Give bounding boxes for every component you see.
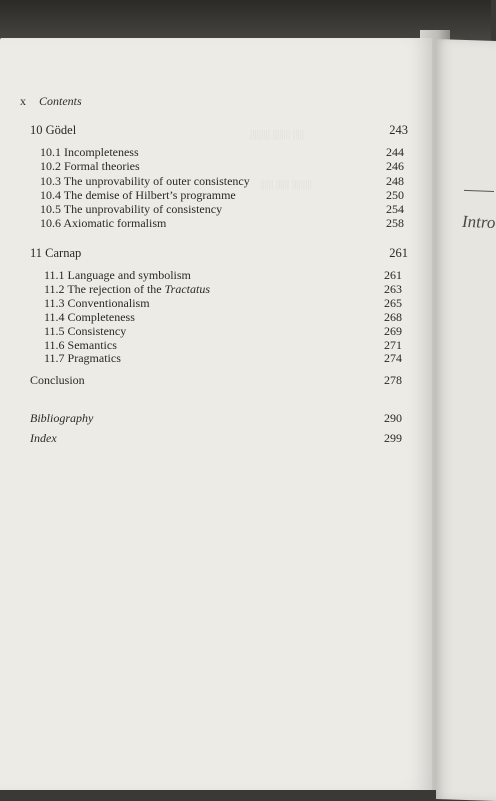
entry-page: 268 <box>384 310 402 324</box>
entry-page: 299 <box>384 431 402 445</box>
chapter-title: 11 Carnap <box>30 246 82 260</box>
entry-page: 248 <box>386 174 404 188</box>
entry-title: Conclusion <box>30 373 85 387</box>
entry-title: 10.2 Formal theories <box>40 159 140 173</box>
entry-title: 10.5 The unprovability of consistency <box>40 202 223 216</box>
entry-page: 250 <box>386 188 404 202</box>
entry-title: 11.6 Semantics <box>44 338 117 352</box>
chapter-title: 10 Gödel <box>30 123 77 137</box>
entry-title: Index <box>30 431 57 445</box>
entry-title: 10.1 Incompleteness <box>40 145 139 159</box>
show-through-text: ||||||||| |||||| |||||| <box>260 178 312 190</box>
chapter-page: 261 <box>389 246 408 260</box>
entry-title: 10.6 Axiomatic formalism <box>40 216 167 230</box>
entry-page: 254 <box>386 202 404 216</box>
entry-title: 11.4 Completeness <box>44 310 135 324</box>
entry-page: 265 <box>384 296 402 310</box>
entry-title: 10.3 The unprovability of outer consistency <box>40 174 250 188</box>
entry-page: 261 <box>384 268 402 282</box>
entry-page: 263 <box>384 282 402 296</box>
entry-page: 246 <box>386 159 404 173</box>
entry-page: 269 <box>384 324 402 338</box>
chapter-page: 243 <box>389 123 408 137</box>
entry-title: 11.1 Language and symbolism <box>44 268 191 282</box>
entry-title: 11.5 Consistency <box>44 324 127 338</box>
facing-page <box>436 39 496 801</box>
show-through-text: ||||| |||||||| ||||||||| <box>250 128 304 140</box>
entry-title: Bibliography <box>30 411 94 425</box>
entry-page: 271 <box>384 338 402 352</box>
entry-title: 11.7 Pragmatics <box>44 351 121 365</box>
entry-title: 11.3 Conventionalism <box>44 296 150 310</box>
running-head <box>20 94 82 109</box>
entry-title: 10.4 The demise of Hilbert’s programme <box>40 188 236 202</box>
entry-page: 290 <box>384 411 402 425</box>
facing-page-heading: Intro <box>462 211 496 233</box>
entry-page: 244 <box>386 145 404 159</box>
facing-page-rule <box>464 190 494 192</box>
entry-title: 11.2 The rejection of the Tractatus <box>44 282 210 296</box>
entry-page: 258 <box>386 216 404 230</box>
folio: x <box>20 94 26 108</box>
running-title: Contents <box>39 94 82 108</box>
entry-page: 278 <box>384 373 402 387</box>
entry-page: 274 <box>384 351 402 365</box>
